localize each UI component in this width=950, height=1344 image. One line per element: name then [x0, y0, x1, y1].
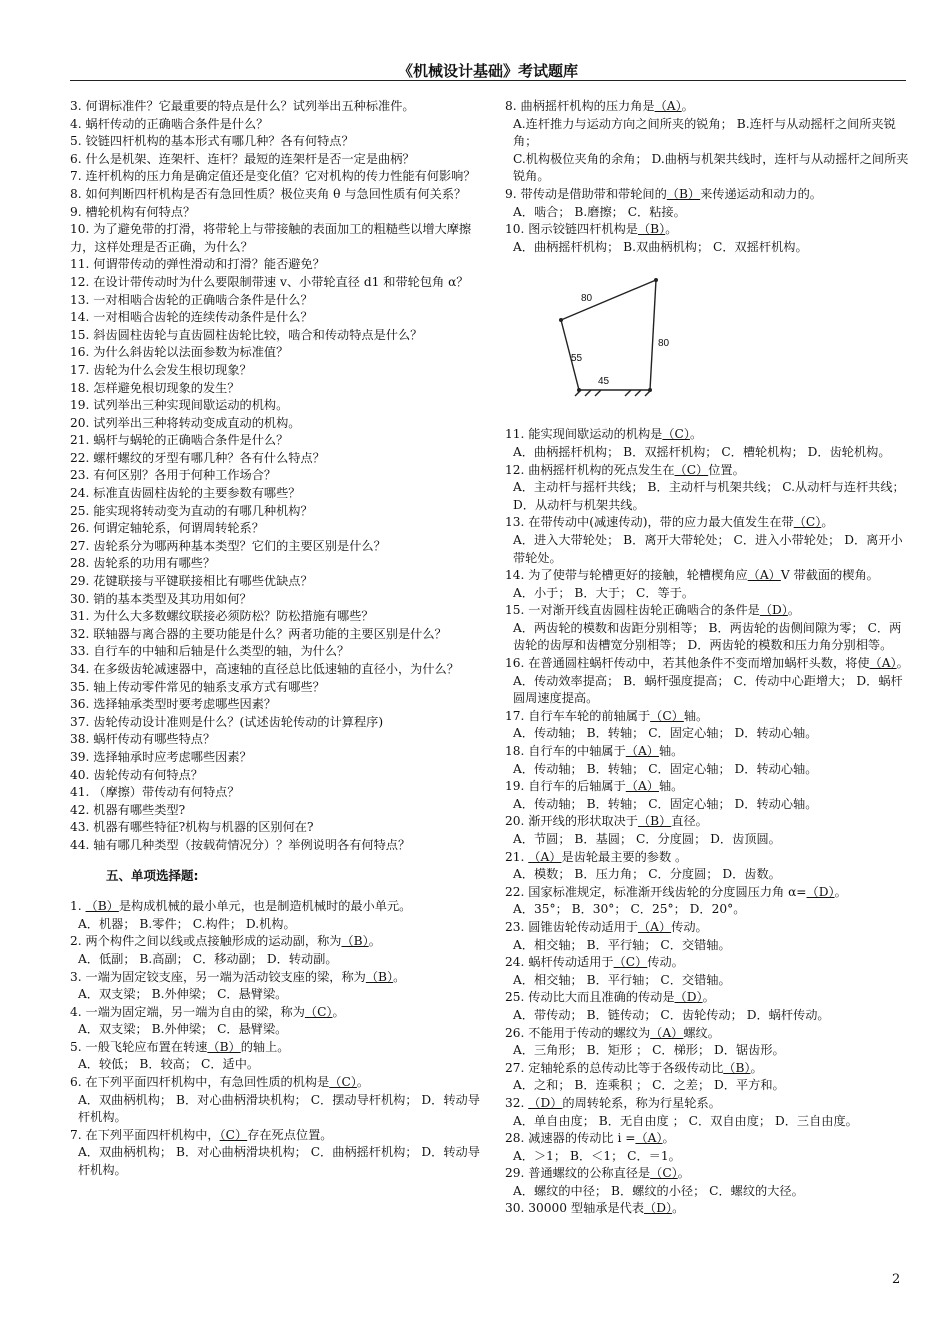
choice-options: A．之和； B．连乘积 ； C．之差； D．平方和。	[513, 1078, 785, 1093]
question-item: 24. 标准直齿圆柱齿轮的主要参数有哪些？	[70, 486, 301, 501]
question-item: 3. 何谓标准件？它最重要的特点是什么？试列举出五种标准件。	[70, 99, 415, 113]
linkage-right-bar	[650, 280, 656, 390]
question-text: 20. 渐开线的形状取决于	[505, 814, 638, 829]
linkage-diagram	[545, 256, 715, 426]
answer-blank: （B）	[723, 1060, 751, 1075]
choice-question	[505, 567, 910, 585]
question-text: 30. 30000 型轴承是代表	[505, 1201, 645, 1216]
question-text-tail: 。	[896, 656, 909, 671]
question-text: 24. 蜗杆传动适用于	[505, 955, 614, 970]
question-text-tail: 轴。	[683, 708, 709, 723]
answer-blank: （A）	[528, 849, 562, 864]
question-item: 5. 铰链四杆机构的基本形式有哪几种？各有何特点？	[70, 134, 354, 149]
choice-options: A．传动轴； B．转轴； C．固定心轴； D．转动心轴。	[513, 726, 818, 741]
choice-question	[505, 514, 910, 532]
question-item: 43. 机器有哪些特征?机构与机器的区别何在?	[70, 820, 314, 835]
choice-options: A．小于； B．大于； C．等于。	[513, 585, 695, 600]
question-text: 2. 两个构件之间以线或点接触形成的运动副，称为	[70, 934, 342, 949]
choice-options: A．节圆； B．基圆； C．分度圆； D．齿顶圆。	[513, 832, 781, 846]
left-column	[70, 98, 480, 1180]
header-rule	[70, 80, 906, 81]
answer-blank: （A）	[625, 779, 659, 794]
question-text: 27. 定轴轮系的总传动比等于各级传动比	[505, 1060, 724, 1075]
right-column	[505, 98, 910, 1218]
question-text: 8. 曲柄摇杆机构的压力角是	[505, 99, 655, 113]
question-text: 28. 减速器的传动比 i =	[505, 1131, 636, 1146]
choice-question	[505, 655, 910, 673]
question-item: 15. 斜齿圆柱齿轮与直齿圆柱齿轮比较，啮合和传动特点是什么？	[70, 327, 423, 342]
answer-blank: （C）	[650, 1166, 678, 1181]
question-text-tail: 轴。	[658, 744, 684, 759]
question-text: 14. 为了使带与轮槽更好的接触，轮槽楔角应	[505, 568, 748, 583]
answer-blank: （C）	[613, 955, 648, 970]
choice-question	[70, 1127, 480, 1145]
question-text: 7. 在下列平面四杆机构中，	[70, 1127, 220, 1142]
answer-blank: （A）	[625, 744, 659, 759]
answer-blank: （B）	[341, 934, 369, 949]
choice-question	[505, 884, 910, 902]
question-text-tail: 。	[702, 990, 715, 1005]
question-text-tail: 存在死点位置。	[247, 1127, 333, 1142]
choice-options: A．双曲柄机构； B．对心曲柄滑块机构； C．曲柄摇杆机构； D．转动导杆机构。	[78, 1145, 480, 1178]
choice-question	[505, 1130, 910, 1148]
answer-blank: （C）	[650, 708, 684, 723]
choice-question	[505, 849, 910, 867]
page-number: 2	[892, 1272, 901, 1287]
question-item: 4. 蜗杆传动的正确啮合条件是什么？	[70, 116, 269, 131]
section-title: 五、单项选择题:	[106, 867, 199, 883]
choice-options: A．三角形； B．矩形 ； C．梯形； D．锯齿形。	[513, 1043, 785, 1058]
question-text: 25. 传动比大而且准确的传动是	[505, 990, 675, 1005]
question-text-tail: 。	[332, 1004, 345, 1019]
choice-options: A．传动效率提高； B．蜗杆强度提高； C．传动中心距增大； D．蜗杆圆周速度提高。	[513, 673, 903, 706]
label-bottom: 45	[598, 376, 610, 388]
answer-blank: （B）	[637, 222, 666, 237]
question-item: 8. 如何判断四杆机构是否有急回性质？极位夹角 θ 与急回性质有何关系？	[70, 186, 467, 201]
question-text: 22. 国家标准规定，标准渐开线齿轮的分度圆压力角 α=	[505, 884, 807, 899]
choice-question	[505, 426, 910, 444]
choice-question	[505, 602, 910, 620]
question-text-tail: 是构成机械的最小单元，也是制造机械时的最小单元。	[118, 899, 412, 914]
page-header-title: 《机械设计基础》考试题库	[397, 62, 578, 80]
question-item: 25. 能实现将转动变为直动的有哪几种机构？	[70, 503, 313, 518]
question-text: 19. 自行车的后轴属于	[505, 779, 626, 794]
linkage-top-bar	[561, 280, 656, 320]
question-text-tail: 。	[368, 934, 381, 949]
choice-options: A．单自由度； B．无自由度 ； C．双自由度； D．三自由度。	[513, 1113, 858, 1128]
question-item: 37. 齿轮传动设计准则是什么？(试述齿轮传动的计算程序)	[70, 714, 384, 729]
question-text-tail: 。	[821, 515, 834, 530]
question-text-tail: 。	[681, 99, 694, 113]
answer-blank: （B）	[365, 969, 394, 984]
choice-question	[505, 462, 910, 480]
question-item: 36. 选择轴承类型时要考虑哪些因素？	[70, 697, 277, 712]
question-text: 13. 在带传动中(减速传动)，带的应力最大值发生在带	[505, 515, 794, 530]
choice-options: A．主动杆与摇杆共线； B．主动杆与机架共线； C.从动杆与连杆共线； D．从动杆与机架共线。	[513, 480, 905, 512]
question-item: 17. 齿轮为什么会发生根切现象？	[70, 362, 252, 377]
question-item: 21. 蜗杆与蜗轮的正确啮合条件是什么？	[70, 433, 289, 448]
question-item: 20. 试列举出三种将转动变成直动的机构。	[70, 415, 301, 430]
answer-blank: （A）	[635, 1131, 663, 1146]
question-text-tail: 。	[662, 1131, 675, 1146]
question-text-tail: 的周转轮系，称为行星轮系。	[562, 1095, 721, 1110]
choice-options: A．带传动； B．链传动； C．齿轮传动； D．蜗杆传动。	[513, 1007, 830, 1022]
choice-question-list-right-a	[505, 98, 910, 256]
question-item: 35. 轴上传动零件常见的轴系支承方式有哪些？	[70, 679, 325, 694]
choice-question-list-left	[70, 898, 480, 1180]
question-text-tail: 。	[665, 222, 678, 237]
choice-options: A．机器； B.零件； C.构件； D.机构。	[78, 916, 296, 931]
question-item: 39. 选择轴承时应考虑哪些因素？	[70, 749, 252, 764]
answer-blank: （A）	[747, 568, 781, 583]
answer-blank: （B）	[85, 899, 119, 914]
question-item: 32. 联轴器与离合器的主要功能是什么？两者功能的主要区别是什么？	[70, 626, 447, 641]
answer-blank: （D）	[806, 884, 835, 899]
answer-blank: （A）	[637, 919, 672, 934]
answer-blank: （D）	[528, 1095, 563, 1110]
question-item: 27. 齿轮系分为哪两种基本类型？它们的主要区别是什么？	[70, 538, 386, 553]
choice-options: A．相交轴； B．平行轴； C．交错轴。	[513, 972, 731, 987]
choice-question	[505, 778, 910, 796]
choice-question	[505, 708, 910, 726]
question-text: 17. 自行车车轮的前轴属于	[505, 708, 651, 723]
choice-question	[505, 98, 910, 116]
choice-question	[505, 954, 910, 972]
choice-question	[505, 221, 910, 239]
answer-blank: （A）	[654, 99, 682, 113]
question-item: 22. 螺杆螺纹的牙型有哪几种？各有什么特点？	[70, 450, 325, 465]
choice-question	[505, 186, 910, 204]
question-text-tail: 的轴上。	[240, 1039, 290, 1054]
question-text-tail: 直径。	[671, 814, 708, 829]
question-item: 34. 在多级齿轮减速器中，高速轴的直径总比低速轴的直径小，为什么？	[70, 662, 459, 676]
choice-options: A．低副； B.高副； C．移动副； D．转动副。	[78, 951, 338, 966]
choice-options: A．进入大带轮处； B．离开大带轮处； C．进入小带轮处； D．离开小带轮处。	[513, 532, 903, 565]
four-bar-linkage-figure	[505, 256, 910, 426]
question-text: 16. 在普通圆柱蜗杆传动中，若其他条件不变而增加蜗杆头数，将使	[505, 656, 870, 671]
answer-blank: （C）	[662, 427, 690, 442]
choice-question	[505, 919, 910, 937]
short-answer-question-list	[70, 98, 480, 855]
question-item: 38. 蜗杆传动有哪些特点？	[70, 732, 216, 747]
answer-blank: （C）	[219, 1127, 248, 1142]
answer-blank: （C）	[793, 515, 822, 530]
question-text: 1.	[70, 899, 86, 914]
question-item: 28. 齿轮系的功用有哪些？	[70, 556, 216, 571]
question-item: 30. 销的基本类型及其功用如何？	[70, 591, 252, 606]
question-text-tail: 螺纹。	[683, 1025, 720, 1040]
question-text-tail: 传动。	[671, 919, 708, 934]
question-item: 14. 一对相啮合齿轮的连续传动条件是什么？	[70, 310, 313, 325]
label-top: 80	[581, 293, 593, 305]
answer-blank: （D）	[759, 603, 788, 618]
question-text-tail: 轴。	[658, 779, 684, 794]
question-text-tail: 传动。	[647, 955, 684, 970]
choice-question	[505, 1200, 910, 1218]
question-text: 23. 圆锥齿轮传动适用于	[505, 919, 638, 934]
choice-question	[505, 1060, 910, 1078]
question-text: 6. 在下列平面四杆机构中，有急回性质的机构是	[70, 1075, 330, 1090]
question-item: 18. 怎样避免根切现象的发生？	[70, 380, 240, 395]
choice-question	[505, 743, 910, 761]
answer-blank: （C）	[329, 1075, 357, 1090]
question-text: 26. 不能用于传动的螺纹为	[505, 1025, 651, 1040]
answer-blank: （D）	[644, 1201, 673, 1216]
question-text: 5. 一般飞轮应布置在转速	[70, 1039, 208, 1054]
question-text-tail: 。	[393, 969, 406, 984]
question-item: 41. （摩擦）带传动有何特点？	[70, 785, 240, 800]
choice-options: A.连杆推力与运动方向之间所夹的锐角； B.连杆与从动摇杆之间所夹锐角；	[513, 116, 896, 149]
question-item: 40. 齿轮传动有何特点？	[70, 767, 203, 782]
choice-options: A．传动轴； B．转轴； C．固定心轴； D．转动心轴。	[513, 761, 818, 776]
choice-question-list-right-b	[505, 426, 910, 1218]
question-item: 10. 为了避免带的打滑，将带轮上与带接触的表面加工的粗糙些以增大摩擦力，这样处理是否正确，为什么？	[70, 222, 472, 254]
question-item: 19. 试列举出三种实现间歇运动的机构。	[70, 398, 289, 413]
question-text: 9. 带传动是借助带和带轮间的	[505, 186, 667, 201]
question-item: 9. 槽轮机构有何特点？	[70, 204, 196, 219]
choice-options: A．双支梁； B.外伸梁； C．悬臂梁。	[78, 987, 288, 1002]
choice-options: A．相交轴； B．平行轴； C．交错轴。	[513, 937, 731, 952]
choice-options: A．双曲柄机构； B．对心曲柄滑块机构； C．摆动导杆机构； D．转动导杆机构。	[78, 1092, 480, 1125]
question-text-tail: 。	[689, 427, 703, 442]
question-text-tail: 是齿轮最主要的参数 。	[561, 849, 688, 864]
question-item: 29. 花键联接与平键联接相比有哪些优缺点？	[70, 574, 313, 589]
question-item: 6. 什么是机架、连架杆、连杆？最短的连架杆是否一定是曲柄？	[70, 151, 415, 166]
choice-question	[505, 1095, 910, 1113]
question-item: 31. 为什么大多数螺纹联接必须防松？防松措施有哪些？	[70, 609, 374, 624]
question-text-tail: 。	[787, 603, 801, 618]
question-item: 11. 何谓带传动的弹性滑动和打滑？能否避免？	[70, 257, 325, 272]
question-text: 11. 能实现间歇运动的机构是	[505, 427, 663, 442]
choice-question	[70, 969, 480, 987]
question-text-tail: V 带截面的楔角。	[780, 568, 879, 583]
choice-question	[70, 1004, 480, 1022]
answer-blank: （C）	[674, 462, 709, 477]
question-text-tail: 。	[677, 1166, 690, 1181]
question-text: 4. 一端为固定端，另一端为自由的梁，称为	[70, 1004, 305, 1019]
question-text: 3. 一端为固定铰支座，另一端为活动铰支座的梁，称为	[70, 969, 366, 984]
choice-options: A．两齿轮的模数和齿距分别相等； B．两齿轮的齿侧间隙为零； C．两齿轮的齿厚和齿槽宽分别相等； D．两齿轮的模数和压力角分别相等。	[513, 620, 902, 653]
choice-options: A．曲柄摇杆机构； B．双摇杆机构； C．槽轮机构； D．齿轮机构。	[513, 444, 891, 459]
label-left: 55	[571, 353, 583, 365]
answer-blank: （A）	[869, 656, 897, 671]
label-right: 80	[658, 338, 670, 350]
choice-options: A．双支梁； B.外伸梁； C．悬臂梁。	[78, 1022, 288, 1037]
choice-options: A．传动轴； B．转轴； C．固定心轴； D．转动心轴。	[513, 796, 818, 811]
answer-blank: （B）	[637, 814, 672, 829]
question-text: 10. 图示铰链四杆机构是	[505, 222, 638, 237]
question-item: 33. 自行车的中轴和后轴是什么类型的轴，为什么？	[70, 644, 350, 659]
choice-options-extra: C.机构极位夹角的余角； D.曲柄与机架共线时，连杆与从动摇杆之间所夹锐角。	[513, 151, 909, 184]
choice-question	[505, 1025, 910, 1043]
question-text: 29. 普通螺纹的公称直径是	[505, 1166, 651, 1181]
question-item: 16. 为什么斜齿轮以法面参数为标准值？	[70, 345, 289, 360]
question-text-tail: 来传递运动和动力的。	[700, 186, 822, 201]
ground-hatch	[575, 390, 651, 396]
choice-question	[70, 1074, 480, 1092]
choice-question	[505, 813, 910, 831]
choice-question	[70, 1039, 480, 1057]
answer-blank: （B）	[666, 186, 701, 201]
question-text: 15. 一对渐开线直齿圆柱齿轮正确啮合的条件是	[505, 603, 760, 618]
choice-question	[505, 989, 910, 1007]
answer-blank: （B）	[207, 1039, 241, 1054]
answer-blank: （C）	[304, 1004, 333, 1019]
choice-options: A．啮合； B.磨擦； C．粘接。	[513, 204, 686, 219]
choice-question	[70, 898, 480, 916]
answer-blank: （A）	[650, 1025, 684, 1040]
question-item: 42. 机器有哪些类型?	[70, 802, 186, 817]
question-text-tail: 。	[672, 1201, 685, 1216]
choice-options: A．螺纹的中径； B．螺纹的小径； C．螺纹的大径。	[513, 1183, 804, 1198]
question-item: 12. 在设计带传动时为什么要限制带速 v、小带轮直径 d1 和带轮包角 α？	[70, 274, 469, 289]
choice-options: A．模数； B．压力角； C．分度圆； D．齿数。	[513, 867, 781, 882]
question-text-tail: 。	[356, 1075, 370, 1090]
choice-options: A．较低； B．较高； C．适中。	[78, 1057, 260, 1072]
question-text: 12. 曲柄摇杆机构的死点发生在	[505, 462, 675, 477]
question-item: 7. 连杆机构的压力角是确定值还是变化值？它对机构的传力性能有何影响？	[70, 169, 476, 184]
question-text-tail: 。	[834, 884, 847, 899]
question-item: 26. 何谓定轴轮系，何谓周转轮系？	[70, 521, 264, 536]
question-text: 21.	[505, 849, 529, 864]
question-item: 44. 轴有哪几种类型（按载荷情况分）？举例说明各有何特点？	[70, 837, 411, 852]
question-text: 18. 自行车的中轴属于	[505, 744, 626, 759]
question-item: 13. 一对相啮合齿轮的正确啮合条件是什么？	[70, 292, 313, 307]
question-item: 23. 有何区别？各用于何种工作场合？	[70, 468, 277, 483]
answer-blank: （D）	[674, 990, 703, 1005]
choice-question	[70, 933, 480, 951]
choice-question	[505, 1165, 910, 1183]
question-text: 32.	[505, 1095, 529, 1110]
choice-options: A．＞1； B．＜1； C．＝1。	[513, 1148, 681, 1163]
question-text-tail: 。	[750, 1060, 763, 1075]
question-text-tail: 位置。	[708, 462, 745, 477]
choice-options: A．35°； B．30°； C．25°； D．20°。	[513, 902, 746, 917]
choice-options: A．曲柄摇杆机构； B.双曲柄机构； C．双摇杆机构。	[513, 239, 808, 254]
